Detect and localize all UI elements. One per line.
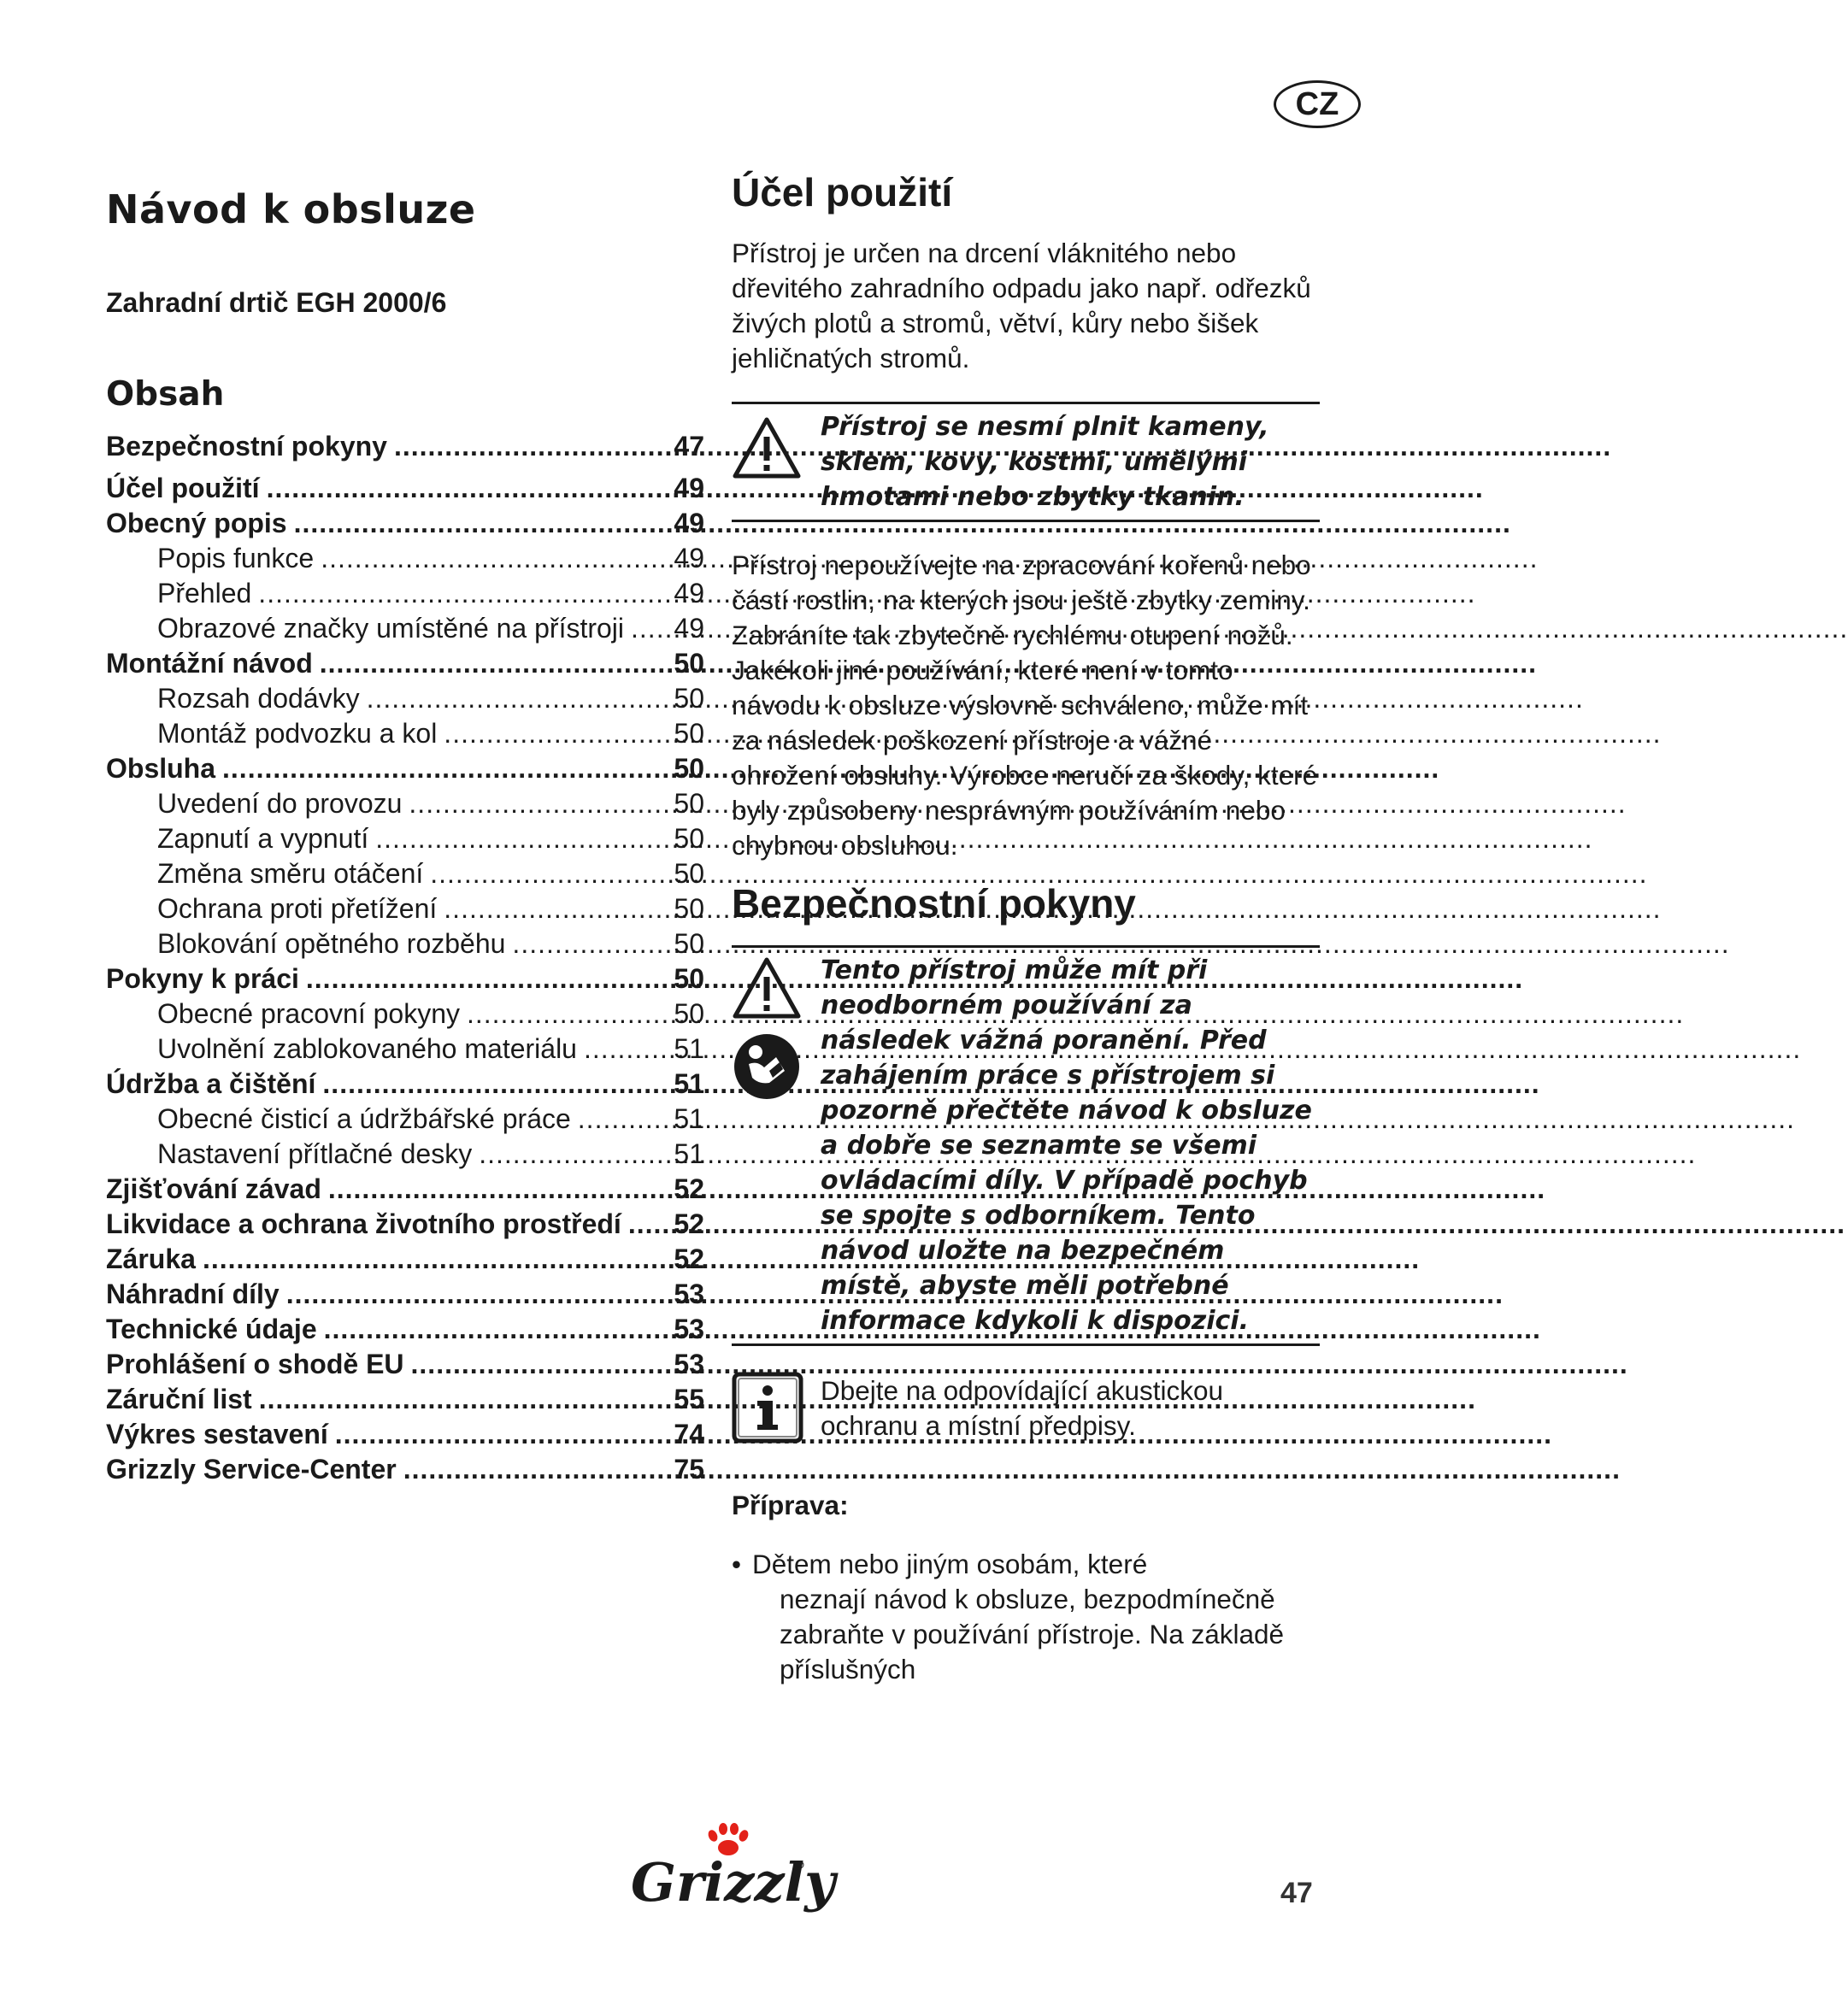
toc-entry-page: 47 — [674, 431, 704, 462]
toc-entry-page: 53 — [674, 1314, 704, 1344]
toc-leader-dots — [444, 893, 668, 925]
warning-safety-text: Tento přístroj může mít při neodborném používání za následek vážná poranění. Před zahájením práce s přístrojem si pozorně přečtěte návod k obsluze a dobře se seznamte se všemi ovládacími díly. V případě pochyb se spojte s odborníkem. Tento návod uložte na bezpečném místě, abyste měli potřebné informace kdykoli k dispozici. — [821, 955, 1312, 1336]
toc-entry-page: 49 — [674, 473, 704, 503]
toc-entry-label: Montážní návod — [106, 648, 313, 679]
toc-leader-dots — [335, 1419, 668, 1450]
toc-leader-dots — [409, 788, 668, 820]
toc-entry — [106, 1173, 704, 1208]
toc-entry — [106, 543, 704, 578]
toc-leader-dots — [328, 1173, 668, 1205]
toc-entry — [106, 578, 704, 613]
purpose-text-roots: Přístroj nepoužívejte na zpracování kořenů nebo částí rostlin, na kterých jsou ještě zbytky zeminy. Zabráníte tak zbytečně rychlému otupení nožů. — [732, 550, 1311, 650]
toc-entry — [106, 1208, 704, 1243]
toc-entry — [106, 963, 704, 998]
toc-entry-label: Popis funkce — [157, 543, 315, 573]
toc-entry — [106, 508, 704, 543]
purpose-text-liability: Jakékoli jiné používání, které není v tomto návodu k obsluze výslovně schváleno, může mít za následek poškození přístroje a vážné ohrožení obsluhy. Výrobce neručí za škody, které byly způsobeny nesprávným používáním nebo chybnou obsluhou. — [732, 655, 1318, 861]
toc-entry-page: 50 — [674, 963, 704, 994]
toc-entry-page: 51 — [674, 1103, 704, 1134]
toc-entry — [106, 1138, 704, 1173]
toc-entry-label: Nastavení přítlačné desky — [157, 1138, 473, 1169]
toc-entry — [106, 1384, 704, 1419]
purpose-title: Účel použití — [732, 170, 953, 215]
warning-triangle-icon — [732, 956, 802, 1020]
toc-entry-label: Grizzly Service-Center — [106, 1454, 397, 1485]
toc-entry — [106, 648, 704, 683]
list-item — [732, 1547, 1320, 1687]
toc-entry-label: Údržba a čištění — [106, 1068, 316, 1099]
preparation-title: Příprava: — [732, 1490, 849, 1520]
toc-entry — [106, 1103, 704, 1138]
toc-entry-page: 50 — [674, 753, 704, 784]
toc-leader-dots — [375, 823, 668, 855]
toc-entry-page: 49 — [674, 508, 704, 538]
table-of-contents — [106, 431, 704, 1489]
toc-leader-dots — [267, 473, 668, 504]
warning-box-safety — [732, 945, 1320, 1346]
toc-entry — [106, 1033, 704, 1068]
toc-entry-page: 50 — [674, 823, 704, 854]
right-column — [732, 169, 1320, 1687]
toc-leader-dots — [430, 858, 668, 890]
warning-materials-text: Přístroj se nesmí plnit kameny, sklem, kovy, kostmi, umělými hmotami nebo zbytky tkanin. — [821, 412, 1269, 512]
toc-entry-page: 51 — [674, 1068, 704, 1099]
toc-entry — [106, 753, 704, 788]
toc-entry — [106, 788, 704, 823]
purpose-text: Přístroj je určen na drcení vláknitého nebo dřevitého zahradního odpadu jako např. odřezků živých plotů a stromů, větví, kůry nebo šišek jehličnatých stromů. — [732, 238, 1311, 373]
toc-entry-page: 53 — [674, 1349, 704, 1379]
toc-entry-page: 50 — [674, 648, 704, 679]
toc-entry-page: 52 — [674, 1208, 704, 1239]
toc-entry — [106, 613, 704, 648]
toc-leader-dots — [259, 1384, 668, 1415]
warning-triangle-icon — [732, 416, 802, 479]
toc-entry-page: 55 — [674, 1384, 704, 1414]
toc-leader-dots — [411, 1349, 668, 1380]
toc-entry — [106, 893, 704, 928]
toc-entry — [106, 1349, 704, 1384]
warning-box-materials — [732, 402, 1320, 522]
toc-entry-page: 52 — [674, 1173, 704, 1204]
bullet-icon: • — [732, 1549, 742, 1579]
toc-entry — [106, 473, 704, 508]
toc-entry-label: Uvolnění zablokovaného materiálu — [157, 1033, 577, 1064]
toc-entry-page: 50 — [674, 928, 704, 959]
toc-entry-label: Likvidace a ochrana životního prostředí — [106, 1208, 621, 1239]
toc-entry-page: 51 — [674, 1138, 704, 1169]
toc-entry-page: 51 — [674, 1033, 704, 1064]
left-column — [106, 186, 704, 1489]
bullet-text-first-line: Dětem nebo jiným osobám, které — [752, 1549, 1148, 1579]
toc-entry-label: Zapnutí a vypnutí — [157, 823, 369, 854]
toc-leader-dots — [631, 613, 668, 644]
toc-entry — [106, 1279, 704, 1314]
toc-entry — [106, 1068, 704, 1103]
toc-leader-dots — [306, 963, 668, 995]
read-manual-icon — [732, 1032, 802, 1102]
toc-entry-page: 49 — [674, 543, 704, 573]
logo-text: Grizzly — [631, 1851, 836, 1914]
toc-entry — [106, 431, 704, 466]
toc-entry-page: 49 — [674, 578, 704, 609]
toc-leader-dots — [294, 508, 668, 539]
toc-leader-dots — [394, 431, 668, 462]
toc-entry-page: 74 — [674, 1419, 704, 1449]
toc-entry — [106, 1454, 704, 1489]
language-badge: CZ — [1274, 80, 1361, 128]
toc-entry-page: 50 — [674, 788, 704, 819]
toc-entry — [106, 823, 704, 858]
toc-entry-label: Obecné pracovní pokyny — [157, 998, 460, 1029]
safety-title: Bezpečnostní pokyny — [732, 881, 1136, 926]
toc-entry-label: Obsluha — [106, 753, 216, 784]
toc-entry-page: 49 — [674, 613, 704, 644]
toc-leader-dots — [203, 1243, 668, 1275]
toc-leader-dots — [321, 543, 668, 574]
toc-leader-dots — [286, 1279, 668, 1310]
toc-entry — [106, 928, 704, 963]
page-number: 47 — [1280, 1877, 1313, 1909]
toc-entry-label: Náhradní díly — [106, 1279, 280, 1309]
toc-entry-label: Obecné čisticí a údržbářské práce — [157, 1103, 571, 1134]
toc-entry-label: Výkres sestavení — [106, 1419, 328, 1449]
document-subtitle: Zahradní drtič EGH 2000/6 — [106, 287, 447, 318]
toc-entry-page: 53 — [674, 1279, 704, 1309]
toc-entry-label: Přehled — [157, 578, 252, 609]
toc-entry — [106, 718, 704, 753]
toc-entry — [106, 998, 704, 1033]
info-box-acoustic — [732, 1372, 1320, 1443]
toc-entry-label: Prohlášení o shodě EU — [106, 1349, 404, 1379]
toc-entry — [106, 683, 704, 718]
toc-entry-label: Obrazové značky umístěné na přístroji — [157, 613, 625, 644]
bullet-text-continuation: neznají návod k obsluze, bezpodmínečně zabraňte v používání přístroje. Na základě příslušných — [780, 1584, 1285, 1684]
toc-entry-label: Uvedení do provozu — [157, 788, 403, 819]
toc-entry-label: Bezpečnostní pokyny — [106, 431, 387, 462]
toc-leader-dots — [322, 1068, 668, 1100]
toc-entry-page: 50 — [674, 998, 704, 1029]
info-icon — [732, 1372, 803, 1443]
toc-entry-label: Rozsah dodávky — [157, 683, 360, 714]
toc-leader-dots — [324, 1314, 668, 1345]
toc-heading: Obsah — [106, 375, 225, 414]
toc-leader-dots — [320, 648, 668, 679]
toc-entry-label: Ochrana proti přetížení — [157, 893, 438, 924]
toc-entry-label: Obecný popis — [106, 508, 287, 538]
info-acoustic-text: Dbejte na odpovídající akustickou ochranu a místní předpisy. — [821, 1375, 1224, 1441]
toc-leader-dots — [512, 928, 668, 960]
toc-leader-dots — [403, 1454, 668, 1485]
toc-entry-label: Montáž podvozku a kol — [157, 718, 438, 749]
toc-entry — [106, 1419, 704, 1454]
toc-entry-page: 52 — [674, 1243, 704, 1274]
toc-entry-label: Zjišťování závad — [106, 1173, 321, 1204]
toc-leader-dots — [578, 1103, 668, 1135]
toc-entry — [106, 1243, 704, 1279]
document-title: Návod k obsluze — [106, 186, 476, 232]
toc-leader-dots — [467, 998, 668, 1030]
toc-entry-page: 50 — [674, 683, 704, 714]
toc-leader-dots — [444, 718, 668, 750]
toc-entry-label: Záruční list — [106, 1384, 252, 1414]
toc-leader-dots — [479, 1138, 668, 1170]
toc-entry — [106, 1314, 704, 1349]
toc-leader-dots — [367, 683, 668, 714]
toc-leader-dots — [584, 1033, 668, 1065]
toc-entry-page: 75 — [674, 1454, 704, 1485]
grizzly-logo — [624, 1819, 836, 1921]
toc-entry-label: Technické údaje — [106, 1314, 317, 1344]
toc-entry-label: Pokyny k práci — [106, 963, 299, 994]
toc-entry-label: Změna směru otáčení — [157, 858, 424, 889]
toc-leader-dots — [628, 1208, 668, 1240]
toc-entry — [106, 858, 704, 893]
toc-leader-dots — [258, 578, 668, 609]
toc-leader-dots — [222, 753, 668, 785]
toc-entry-page: 50 — [674, 858, 704, 889]
toc-entry-page: 50 — [674, 893, 704, 924]
toc-entry-label: Záruka — [106, 1243, 196, 1274]
toc-entry-label: Blokování opětného rozběhu — [157, 928, 506, 959]
toc-entry-page: 50 — [674, 718, 704, 749]
toc-entry-label: Účel použití — [106, 473, 260, 503]
